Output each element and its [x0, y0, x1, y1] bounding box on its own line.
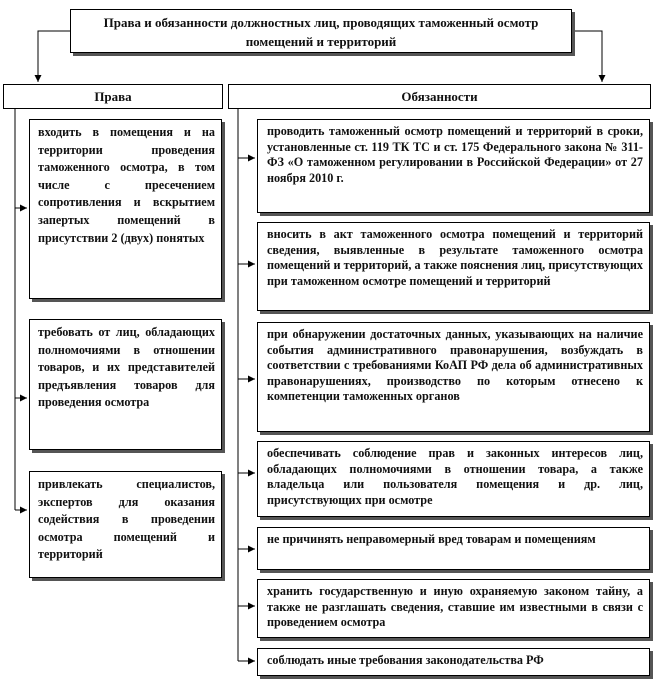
rights-item-1: входить в помещения и на территории проведения таможенного осмотра, в том числе с пресечением сопротивления и вскрытием запертых помещений в присутствии 2 (двух) понятых — [29, 119, 222, 299]
title-to-rights-arrow — [38, 31, 70, 82]
duties-item-6: хранить государственную и иную охраняемую законом тайну, а также не разглашать сведения, ставшие им известными в связи с проведением осмотра — [257, 579, 650, 638]
duties-item-2: вносить в акт таможенного осмотра помещений и территорий сведения, выявленные в результате таможенного осмотра помещений и территорий, а также пояснения лиц, присутствующих при таможенном осмотре помещений и территорий — [257, 222, 650, 311]
duties-item-1: проводить таможенный осмотр помещений и территорий в сроки, установленные ст. 119 ТК ТС и ст. 175 Федерального закона № 311-ФЗ «О таможенном регулировании в Российской Федерации» от 27 ноября 2010 г. — [257, 119, 650, 213]
rights-item-2: требовать от лиц, обладающих полномочиями в отношении товаров, и их представителей предъявления товаров для проведения осмотра — [29, 319, 222, 450]
duties-item-7: соблюдать иные требования законодательства РФ — [257, 648, 650, 676]
title-to-duties-arrow — [572, 31, 602, 82]
duties-item-5: не причинять неправомерный вред товарам и помещениям — [257, 527, 650, 570]
diagram-title: Права и обязанности должностных лиц, проводящих таможенный осмотр помещений и территорий — [70, 9, 572, 53]
rights-item-3: привлекать специалистов, экспертов для оказания содействия в проведении осмотра помещений и территорий — [29, 471, 222, 578]
duties-item-4: обеспечивать соблюдение прав и законных интересов лиц, обладающих полномочиями в отношении товара, а также владельца или пользователя помещения и др. лиц, присутствующих при осмотре — [257, 441, 650, 517]
rights-heading: Права — [3, 84, 223, 109]
duties-heading: Обязанности — [228, 84, 651, 109]
duties-item-3: при обнаружении достаточных данных, указывающих на наличие события административного правонарушения, возбуждать в соответствии с требованиями КоАП РФ дела об административных правонарушениях, производство по которым отнесено к компетенции таможенных органов — [257, 322, 650, 432]
